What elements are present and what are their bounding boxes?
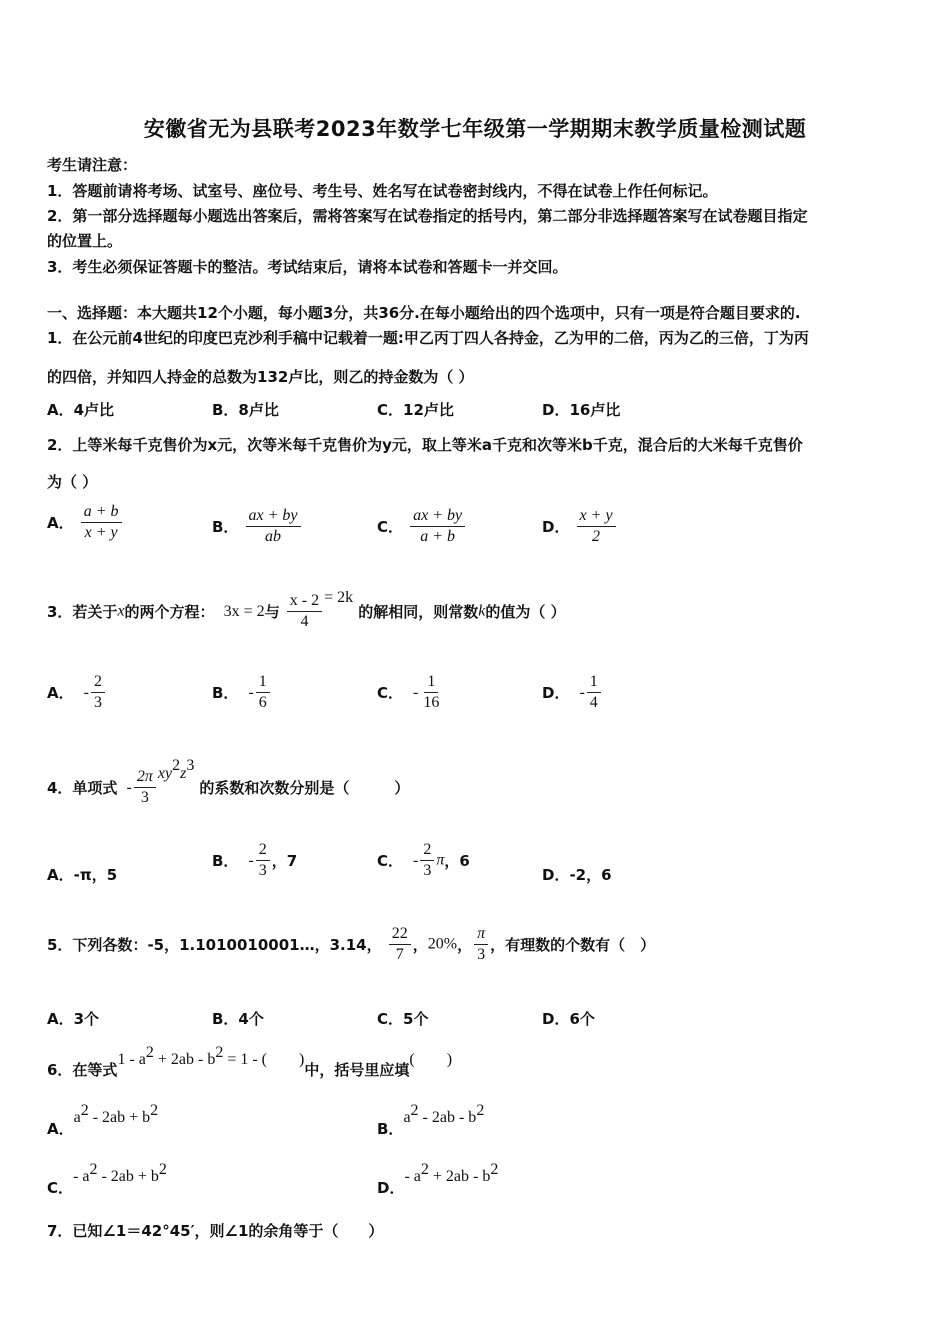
numerator: 2	[256, 841, 270, 861]
numerator: 1	[424, 673, 438, 693]
numerator: a + b	[81, 503, 122, 523]
option-text: -2，6	[569, 866, 612, 884]
option-text: ，6	[444, 852, 470, 870]
sign: -	[83, 683, 89, 701]
question-2-line1: 2．上等米每千克售价为x元，次等米每千克售价为y元，取上等米a千克和次等米b千克，混合后的大米每千克售价	[47, 436, 803, 454]
option-label: D．	[542, 518, 570, 536]
exponent: 2	[490, 1161, 499, 1178]
q5-suffix: ，有理数的个数有（ ）	[490, 936, 656, 954]
question-1-line1: 1．在公元前4世纪的印度巴克沙利手稿中记载着一题:甲乙丙丁四人各持金，乙为甲的二倍，丙为乙的三倍，丁为丙	[47, 329, 809, 347]
fraction	[587, 673, 601, 712]
denominator: 3	[93, 694, 102, 711]
sign: -	[413, 851, 419, 869]
q2-option-b	[212, 507, 303, 546]
fraction	[91, 673, 105, 712]
q3-var-k: k	[478, 602, 486, 620]
question-7: 7．已知∠1＝42°45′，则∠1的余角等于（ ）	[47, 1222, 384, 1240]
separator: ，	[412, 936, 428, 954]
denominator: 2	[592, 528, 601, 545]
numerator: 1	[256, 673, 270, 693]
option-label: C．	[377, 852, 404, 870]
option-label: B．	[212, 518, 239, 536]
q5-option-a: A．3个	[47, 1010, 100, 1028]
q4-suffix: 的系数和次数分别是（ ）	[199, 779, 410, 797]
numerator: ax + by	[410, 507, 465, 527]
q4-option-c	[377, 841, 470, 880]
page-title: 安徽省无为县联考2023年数学七年级第一学期期末教学质量检测试题	[143, 117, 807, 141]
q3-eq2-fraction	[287, 592, 322, 631]
notice-item: 1．答题前请将考场、试室号、座位号、考生号、姓名写在试卷密封线内，不得在试卷上作任何标记。	[47, 182, 718, 200]
q6-option-d	[377, 1161, 499, 1197]
q3-option-b	[212, 673, 272, 712]
sign: -	[248, 851, 254, 869]
q4-option-a	[47, 864, 117, 885]
option-label: B．	[212, 684, 239, 702]
q6-eq-part: = 1 - ( )	[223, 1051, 305, 1068]
numerator: x + y	[577, 507, 616, 527]
denominator: 6	[258, 694, 267, 711]
exponent: 2	[145, 1044, 154, 1061]
q3-eq1: 3x = 2	[223, 602, 265, 620]
sign: -	[126, 778, 132, 796]
q3-option-a	[47, 673, 107, 712]
fraction	[474, 925, 488, 964]
numerator: 2π	[134, 768, 156, 788]
exponent: 2	[410, 1102, 419, 1119]
numerator: 2	[91, 673, 105, 693]
term: - a	[73, 1168, 90, 1185]
separator: ，	[457, 936, 473, 954]
q6-eq-part: + 2ab - b	[153, 1051, 216, 1068]
term: - a	[404, 1168, 421, 1185]
option-label: C．	[377, 518, 404, 536]
denominator: ab	[265, 528, 282, 545]
q3-var-x: x	[117, 602, 125, 620]
term: + 2ab - b	[428, 1168, 491, 1185]
term: - 2ab + b	[88, 1109, 151, 1126]
option-label: D．	[542, 684, 570, 702]
exponent: 2	[420, 1161, 429, 1178]
question-1-line2: 的四倍，并知四人持金的总数为132卢比，则乙的持金数为（ ）	[47, 368, 474, 386]
fraction	[410, 507, 465, 546]
notice-item: 3．考生必须保证答题卡的整洁。考试结束后，请将本试卷和答题卡一并交回。	[47, 258, 568, 276]
fraction	[134, 768, 156, 807]
numerator: 1	[587, 673, 601, 693]
numerator: x - 2	[287, 592, 322, 612]
q3-and: 与	[264, 603, 280, 621]
term: a	[403, 1109, 411, 1126]
q1-option-d: D．16卢比	[542, 401, 621, 419]
denominator: a + b	[420, 528, 455, 545]
q4-prefix: 4．单项式	[47, 779, 118, 797]
q6-paren: ( )	[409, 1051, 453, 1068]
option-label: A．	[47, 684, 74, 702]
denominator: 3	[140, 789, 149, 806]
q6-eq-part: 1 - a	[117, 1051, 146, 1068]
sign: -	[579, 683, 585, 701]
option-label: C．	[377, 684, 404, 702]
q3-mid: 的两个方程：	[124, 603, 215, 621]
term: a	[73, 1109, 81, 1126]
q4-term: xy	[157, 765, 173, 782]
option-label: B．	[377, 1120, 404, 1138]
q3-option-c	[377, 673, 444, 712]
term: - 2ab + b	[97, 1168, 159, 1185]
q3-prefix: 3．若关于	[47, 603, 118, 621]
q2-option-a	[47, 503, 124, 542]
notice-item: 的位置上。	[47, 232, 123, 250]
fraction	[389, 925, 411, 964]
option-text: ，7	[271, 852, 298, 870]
question-6	[47, 1044, 453, 1079]
exponent: 2	[89, 1161, 98, 1178]
denominator: 3	[423, 862, 432, 879]
numerator: π	[474, 925, 488, 945]
denominator: 4	[589, 694, 598, 711]
q6-option-b	[377, 1102, 485, 1138]
q5-option-c: C．5个	[377, 1010, 429, 1028]
denominator: 3	[258, 862, 267, 879]
q6-option-c	[47, 1161, 167, 1197]
fraction	[420, 841, 434, 880]
q3-eq2-rhs: = 2k	[324, 589, 354, 606]
denominator: 7	[395, 946, 404, 963]
notice-heading: 考生请注意：	[47, 156, 138, 174]
q5-option-b: B．4个	[212, 1010, 264, 1028]
fraction	[81, 503, 122, 542]
q1-option-c: C．12卢比	[377, 401, 454, 419]
numerator: 22	[389, 925, 411, 945]
notice-item: 2．第一部分选择题每小题选出答案后，需将答案写在试卷指定的括号内，第二部分非选择题答案写在试卷题目指定	[47, 207, 808, 225]
section-heading: 一、选择题：本大题共12个小题，每小题3分，共36分.在每小题给出的四个选项中，只有一项是符合题目要求的.	[47, 304, 801, 322]
fraction	[577, 507, 616, 546]
q3-option-d	[542, 673, 603, 712]
q4-option-b	[212, 841, 297, 880]
denominator: 16	[423, 694, 440, 711]
exponent: 2	[80, 1102, 89, 1119]
numerator: 2	[420, 841, 434, 861]
exponent: 3	[186, 757, 195, 774]
fraction	[256, 841, 270, 880]
q6-suffix: 中，括号里应填	[304, 1061, 410, 1079]
q2-option-c	[377, 507, 467, 546]
fraction	[420, 673, 442, 712]
term: - 2ab - b	[418, 1109, 477, 1126]
q2-option-d	[542, 507, 618, 546]
q4-term-z: z	[180, 765, 187, 782]
exponent: 2	[158, 1161, 167, 1178]
denominator: x + y	[84, 524, 118, 541]
denominator: 4	[300, 613, 309, 630]
fraction	[256, 673, 270, 712]
q4-option-d	[542, 864, 612, 885]
option-label: D．	[542, 866, 570, 884]
question-4	[47, 757, 409, 807]
option-label: D．	[377, 1179, 405, 1197]
q3-suffix2: 的值为（ ）	[485, 603, 566, 621]
option-label: B．	[212, 852, 239, 870]
q1-option-a: A．4卢比	[47, 401, 115, 419]
fraction	[246, 507, 301, 546]
option-label: A．	[47, 866, 74, 884]
option-label: C．	[47, 1179, 74, 1197]
q6-prefix: 6．在等式	[47, 1061, 118, 1079]
option-label: A．	[47, 1120, 74, 1138]
option-label: A．	[47, 514, 74, 532]
denominator: 3	[477, 946, 486, 963]
percent-value: 20%	[427, 935, 458, 953]
exponent: 2	[150, 1102, 159, 1119]
pi-symbol: π	[436, 851, 445, 869]
q1-option-b: B．8卢比	[212, 401, 279, 419]
numerator: ax + by	[246, 507, 301, 527]
question-3	[47, 589, 566, 631]
q5-option-d: D．6个	[542, 1010, 595, 1028]
exponent: 2	[476, 1102, 485, 1119]
sign: -	[248, 683, 254, 701]
q5-prefix: 5．下列各数：-5，1.1010010001…，3.14，	[47, 936, 382, 954]
q3-suffix1: 的解相同，则常数	[358, 603, 479, 621]
exponent: 2	[172, 757, 181, 774]
q6-option-a	[47, 1102, 159, 1138]
question-2-line2: 为（ ）	[47, 473, 98, 491]
question-5	[47, 925, 655, 964]
option-text: -π，5	[73, 866, 118, 884]
sign: -	[413, 683, 419, 701]
exponent: 2	[215, 1044, 224, 1061]
